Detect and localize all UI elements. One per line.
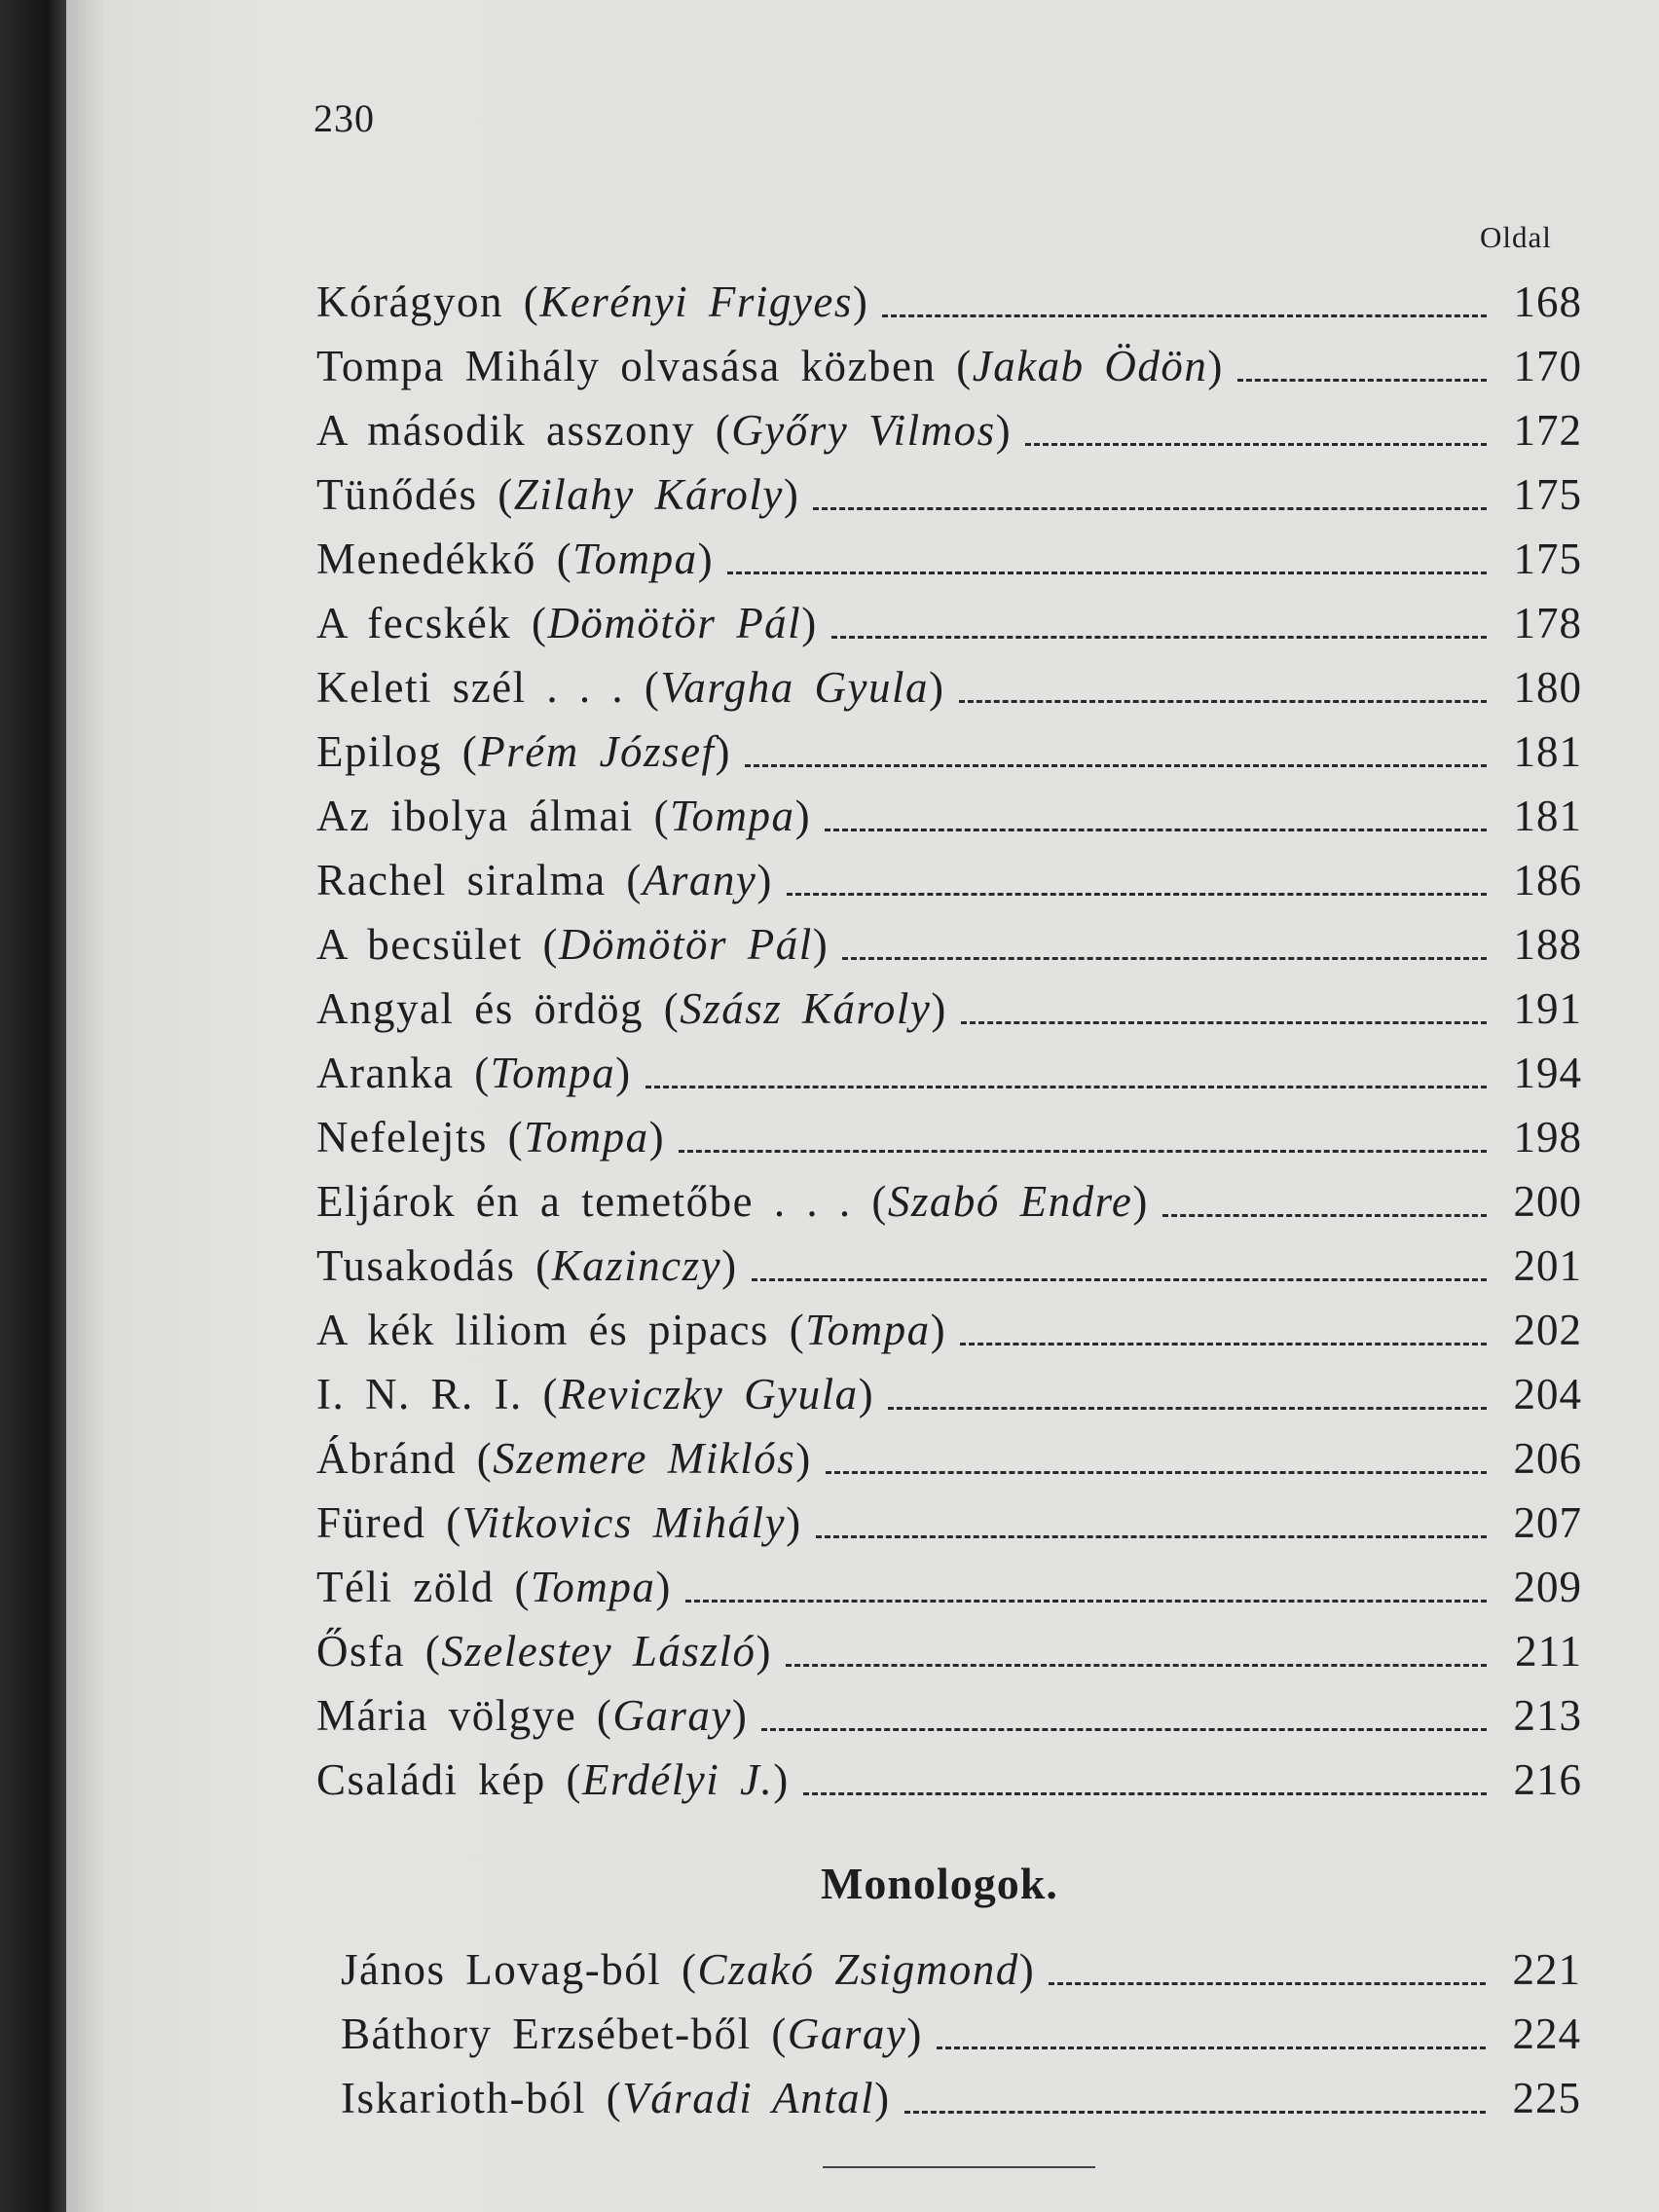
toc-entry (316, 1619, 1582, 1683)
toc-entry-title: A fecskék (Dömötör Pál) (316, 599, 818, 647)
entry-author: Tompa (572, 535, 698, 583)
entry-title-text: Tünődés (316, 470, 478, 519)
entry-title-text: Nefelejts (316, 1113, 488, 1161)
entry-author: Kerényi Frigyes (539, 277, 853, 326)
toc-entry-title: Nefelejts (Tompa) (316, 1113, 666, 1161)
entry-author: Arany (642, 856, 757, 904)
toc-entry (316, 270, 1582, 334)
toc-entry-title: Ábránd (Szemere Miklós) (316, 1434, 812, 1483)
entry-title-text: Iskarioth-ból (341, 2074, 586, 2122)
dotted-leader (803, 1785, 1487, 1795)
entry-page-number: 225 (1512, 2074, 1581, 2122)
toc-entry (341, 2002, 1581, 2066)
toc-entry (316, 1362, 1582, 1426)
entry-title-text: Angyal és ördög (316, 984, 644, 1033)
entry-author: Kazinczy (551, 1241, 722, 1290)
entry-author: Zilahy Károly (513, 470, 784, 519)
entry-page-number: 221 (1512, 1945, 1581, 1994)
entry-title-text: A második asszony (316, 406, 695, 455)
toc-entry-title: Mária völgye (Garay) (316, 1691, 749, 1740)
dotted-leader (787, 885, 1487, 896)
dotted-leader (679, 1142, 1487, 1153)
toc-entry (316, 848, 1582, 912)
toc-entry-title: János Lovag-ból (Czakó Zsigmond) (341, 1945, 1036, 1994)
toc-entry (316, 1041, 1582, 1105)
entry-page-number: 198 (1513, 1113, 1582, 1161)
entry-author: Szabó Endre (887, 1177, 1133, 1226)
toc-entry-title: Tusakodás (Kazinczy) (316, 1241, 738, 1290)
toc-entry (316, 1169, 1582, 1234)
entry-title-text: A kék liliom és pipacs (316, 1306, 769, 1354)
entry-title-text: A fecskék (316, 599, 512, 647)
entry-page-number: 168 (1513, 277, 1582, 326)
toc-entry (316, 1491, 1582, 1555)
toc-entry (316, 1555, 1582, 1619)
dotted-leader (831, 628, 1487, 639)
entry-author: Garay (612, 1691, 732, 1740)
toc-entry (316, 1748, 1582, 1812)
table-of-contents (316, 270, 1582, 1812)
page-number: 230 (313, 96, 375, 140)
toc-entry (316, 1426, 1582, 1491)
dotted-leader (1049, 1974, 1486, 1985)
entry-author: Tompa (805, 1306, 931, 1354)
dotted-leader (761, 1720, 1487, 1731)
entry-title-text: Rachel siralma (316, 856, 607, 904)
entry-page-number: 224 (1512, 2009, 1581, 2058)
dotted-leader (842, 949, 1487, 960)
entry-page-number: 204 (1513, 1370, 1582, 1419)
toc-entry-title: Angyal és ördög (Szász Károly) (316, 984, 947, 1033)
toc-entry-title: Eljárok én a temetőbe . . . (Szabó Endre) (316, 1177, 1149, 1226)
toc-entry (341, 2066, 1581, 2130)
toc-entry-title: Ősfa (Szelestey László) (316, 1627, 772, 1676)
entry-author: Tompa (670, 792, 795, 840)
toc-entry-title: A második asszony (Győry Vilmos) (316, 406, 1013, 455)
entry-title-text: Eljárok én a temetőbe . . . (316, 1177, 852, 1226)
page-column-header: Oldal (1480, 220, 1552, 254)
dotted-leader (745, 756, 1487, 767)
entry-page-number: 202 (1513, 1306, 1582, 1354)
toc-entry (316, 1234, 1582, 1298)
dotted-leader (826, 1463, 1487, 1474)
toc-entry (316, 334, 1582, 398)
entry-page-number: 200 (1513, 1177, 1582, 1226)
entry-page-number: 186 (1513, 856, 1582, 904)
dotted-leader (937, 2039, 1486, 2049)
toc-entry-title: Keleti szél . . . (Vargha Gyula) (316, 663, 945, 712)
dotted-leader (727, 564, 1487, 574)
dotted-leader (1162, 1206, 1487, 1217)
entry-page-number: 211 (1515, 1627, 1582, 1676)
entry-page-number: 216 (1513, 1755, 1582, 1804)
entry-author: Erdélyi J. (581, 1755, 774, 1804)
toc-entry (316, 1105, 1582, 1169)
entry-author: Vitkovics Mihály (461, 1498, 787, 1547)
dotted-leader (813, 499, 1487, 510)
dotted-leader (961, 1014, 1487, 1024)
toc-entry (316, 655, 1582, 719)
entry-title-text: Epilog (316, 727, 442, 776)
dotted-leader (1237, 371, 1487, 382)
entry-page-number: 178 (1513, 599, 1582, 647)
toc-entry-title: Tompa Mihály olvasása közben (Jakab Ödön) (316, 342, 1224, 390)
dotted-leader (1025, 435, 1487, 446)
dotted-leader (645, 1078, 1487, 1088)
toc-entry-title: Rachel siralma (Arany) (316, 856, 773, 904)
entry-page-number: 201 (1513, 1241, 1582, 1290)
toc-entry (316, 719, 1582, 784)
dotted-leader (904, 2103, 1486, 2114)
toc-entry-title: Aranka (Tompa) (316, 1049, 632, 1097)
entry-author: Vargha Gyula (660, 663, 929, 712)
entry-title-text: Kórágyon (316, 277, 503, 326)
toc-entry (316, 1683, 1582, 1748)
entry-page-number: 181 (1513, 792, 1582, 840)
entry-title-text: János Lovag-ból (341, 1945, 662, 1994)
entry-author: Jakab Ödön (972, 342, 1208, 390)
toc-entry (341, 1937, 1581, 2002)
toc-entry (316, 977, 1582, 1041)
toc-entry-title: Iskarioth-ból (Váradi Antal) (341, 2074, 891, 2122)
entry-author: Dömötör Pál (558, 920, 813, 969)
toc-entry-title: Epilog (Prém József) (316, 727, 731, 776)
entry-page-number: 175 (1513, 535, 1582, 583)
entry-title-text: Téli zöld (316, 1563, 495, 1611)
entry-title-text: A becsület (316, 920, 523, 969)
entry-author: Tompa (530, 1563, 656, 1611)
toc-entry (316, 591, 1582, 655)
entry-title-text: Tompa Mihály olvasása közben (316, 342, 937, 390)
entry-page-number: 213 (1513, 1691, 1582, 1740)
entry-page-number: 194 (1513, 1049, 1582, 1097)
entry-author: Czakó Zsigmond (697, 1945, 1019, 1994)
entry-page-number: 188 (1513, 920, 1582, 969)
toc-entry (316, 784, 1582, 848)
toc-entry-title: Menedékkő (Tompa) (316, 535, 715, 583)
entry-title-text: Tusakodás (316, 1241, 516, 1290)
entry-page-number: 206 (1513, 1434, 1582, 1483)
entry-title-text: Ősfa (316, 1627, 405, 1676)
dotted-leader (685, 1592, 1487, 1603)
entry-author: Váradi Antal (622, 2074, 875, 2122)
entry-page-number: 170 (1513, 342, 1582, 390)
dotted-leader (752, 1271, 1487, 1281)
entry-author: Szemere Miklós (493, 1434, 796, 1483)
entry-page-number: 172 (1513, 406, 1582, 455)
entry-author: Dömötör Pál (547, 599, 802, 647)
entry-page-number: 175 (1513, 470, 1582, 519)
entry-page-number: 207 (1513, 1498, 1582, 1547)
book-binding-edge (0, 0, 66, 2212)
entry-author: Prém József (478, 727, 716, 776)
toc-entry-title: A kék liliom és pipacs (Tompa) (316, 1306, 947, 1354)
entry-author: Garay (787, 2009, 907, 2058)
entry-page-number: 181 (1513, 727, 1582, 776)
toc-entry-title: Báthory Erzsébet-ből (Garay) (341, 2009, 923, 2058)
dotted-leader (960, 1335, 1487, 1346)
dotted-leader (816, 1528, 1487, 1538)
entry-author: Szász Károly (680, 984, 932, 1033)
toc-entry-title: Az ibolya álmai (Tompa) (316, 792, 812, 840)
toc-entry-title: A becsület (Dömötör Pál) (316, 920, 830, 969)
dotted-leader (786, 1656, 1487, 1667)
toc-entry (316, 1298, 1582, 1362)
dotted-leader (825, 821, 1487, 831)
dotted-leader (882, 307, 1487, 317)
toc-entry (316, 462, 1582, 527)
entry-page-number: 209 (1513, 1563, 1582, 1611)
entry-title-text: Füred (316, 1498, 426, 1547)
toc-entry (316, 912, 1582, 977)
toc-entry-title: Füred (Vitkovics Mihály) (316, 1498, 802, 1547)
toc-entry-title: Kórágyon (Kerényi Frigyes) (316, 277, 869, 326)
entry-title-text: Keleti szél . . . (316, 663, 625, 712)
entry-author: Tompa (490, 1049, 616, 1097)
entry-title-text: Menedékkő (316, 535, 536, 583)
toc-entry-title: Téli zöld (Tompa) (316, 1563, 672, 1611)
toc-entry (316, 527, 1582, 591)
monologue-table-of-contents (341, 1937, 1581, 2130)
toc-entry-title: Családi kép (Erdélyi J.) (316, 1755, 790, 1804)
section-heading: Monologok. (821, 1859, 1058, 1908)
end-rule (823, 2166, 1095, 2168)
dotted-leader (959, 692, 1488, 703)
toc-entry-title: Tünődés (Zilahy Károly) (316, 470, 800, 519)
entry-title-text: Családi kép (316, 1755, 546, 1804)
entry-title-text: Aranka (316, 1049, 455, 1097)
entry-title-text: Ábránd (316, 1434, 457, 1483)
entry-author: Tompa (524, 1113, 649, 1161)
entry-author: Győry Vilmos (731, 406, 996, 455)
entry-author: Reviczky Gyula (558, 1370, 859, 1419)
entry-title-text: Báthory Erzsébet-ből (341, 2009, 752, 2058)
entry-title-text: Mária völgye (316, 1691, 577, 1740)
entry-page-number: 191 (1513, 984, 1582, 1033)
entry-author: Szelestey László (441, 1627, 756, 1676)
toc-entry-title: I. N. R. I. (Reviczky Gyula) (316, 1370, 875, 1419)
toc-entry (316, 398, 1582, 462)
entry-title-text: Az ibolya álmai (316, 792, 634, 840)
entry-page-number: 180 (1513, 663, 1582, 712)
entry-title-text: I. N. R. I. (316, 1370, 523, 1419)
dotted-leader (888, 1399, 1487, 1410)
